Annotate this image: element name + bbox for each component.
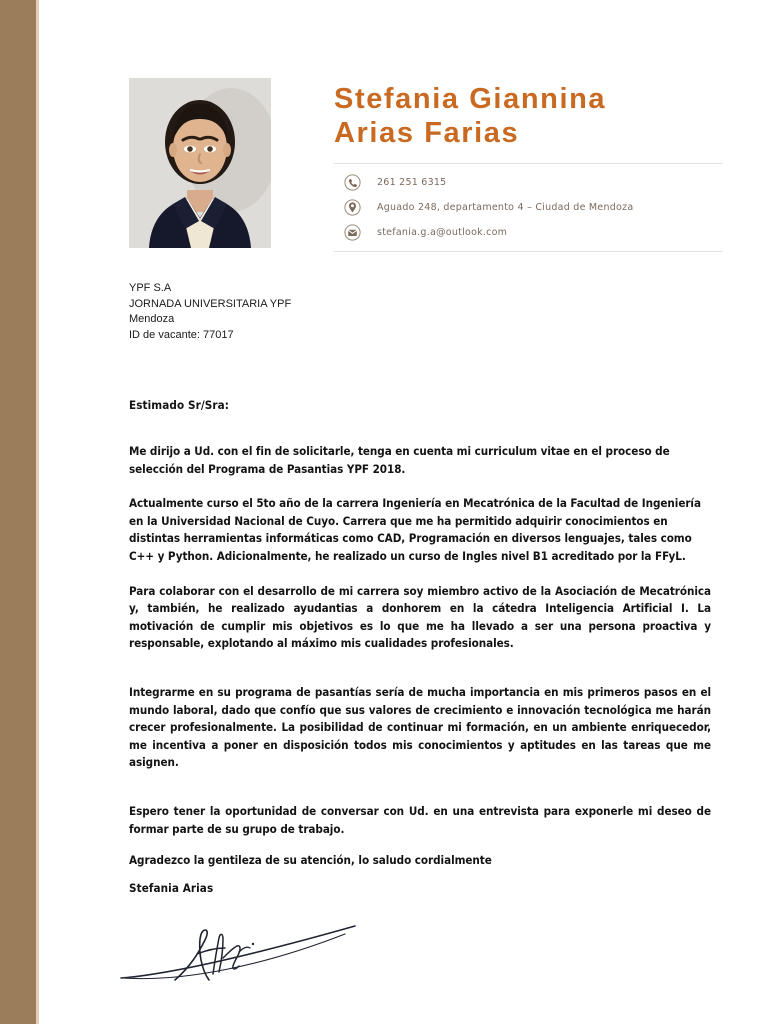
body-paragraph-3: Para colaborar con el desarrollo de mi carrera soy miembro activo de la Asociación de Mecatrónica y, también, he realizado ayudantias a donhorem en la cátedra Inteligencia Artificial I. La motivación de cumplir mis objetivos es lo que me ha llevado a ser una persona proactiva y responsable, explotando al máximo mis cualidades profesionales. bbox=[129, 583, 711, 651]
salutation: Estimado Sr/Sra: bbox=[129, 398, 229, 412]
recipient-block bbox=[129, 281, 529, 343]
left-sidebar-band bbox=[0, 0, 36, 1024]
contact-address-value: Aguado 248, departamento 4 – Ciudad de Mendoza bbox=[377, 202, 634, 213]
body-paragraph-5: Espero tener la oportunidad de conversar con Ud. en una entrevista para exponerle mi deseo de formar parte de su grupo de trabajo. bbox=[129, 803, 711, 836]
contact-email bbox=[334, 220, 723, 245]
recipient-vacancy-id: ID de vacante: 77017 bbox=[129, 328, 234, 341]
header-details bbox=[334, 82, 723, 252]
spacer bbox=[129, 412, 711, 443]
phone-icon bbox=[344, 174, 361, 191]
spacer bbox=[129, 653, 711, 684]
contact-email-value: stefania.g.a@outlook.com bbox=[377, 227, 508, 238]
spacer bbox=[129, 838, 711, 852]
location-pin-icon bbox=[344, 199, 361, 216]
divider-bottom bbox=[334, 251, 723, 252]
letter-body bbox=[129, 398, 711, 895]
signature-name: Stefania Arias bbox=[129, 880, 214, 895]
contact-phone bbox=[334, 170, 723, 195]
spacer bbox=[129, 870, 711, 881]
body-paragraph-2: Actualmente curso el 5to año de la carrera Ingeniería en Mecatrónica de la Facultad de Ingeniería en la Universidad Nacional de Cuyo. Carrera que me ha permitido adquirir conocimientos en distintas herramientas informáticas como CAD, Programación en diversos lenguajes, tales como C++ y Python. Adicionalmente, he realizado un curso de Ingles nivel B1 acreditado por la FFyL. bbox=[129, 496, 701, 563]
page-title bbox=[334, 82, 723, 150]
body-paragraph-1: Me dirijo a Ud. con el fin de solicitarle, tenga en cuenta mi curriculum vitae en el proceso de selección del Programa de Pasantias YPF 2018. bbox=[129, 444, 670, 476]
recipient-company: YPF S.A bbox=[129, 282, 172, 294]
spacer bbox=[129, 566, 711, 583]
body-paragraph-4: Integrarme en su programa de pasantías sería de mucha importancia en mis primeros pasos en el mundo laboral, dado que confío que sus valores de crecimiento e innovación tecnológica me harán crecer profesionalmente. La posibilidad de continuar mi formación, en un ambiente enriquecedor, me incentiva a poner en disposición todos mis conocimientos y aptitudes en las tareas que me asignen. bbox=[129, 684, 711, 770]
body-paragraph-6: Agradezco la gentileza de su atención, lo saludo cordialmente bbox=[129, 853, 492, 868]
spacer bbox=[129, 772, 711, 803]
recipient-program: JORNADA UNIVERSITARIA YPF bbox=[129, 297, 292, 310]
handwritten-signature bbox=[113, 908, 393, 994]
contact-address bbox=[334, 195, 723, 220]
spacer bbox=[129, 478, 711, 495]
letter-header bbox=[41, 78, 768, 250]
letter-page bbox=[41, 0, 768, 1024]
contact-phone-value: 261 251 6315 bbox=[377, 177, 447, 188]
avatar bbox=[129, 78, 271, 248]
name-line-2: Arias Farias bbox=[334, 117, 520, 149]
recipient-city: Mendoza bbox=[129, 313, 175, 326]
name-line-1: Stefania Giannina bbox=[334, 83, 607, 115]
contact-list bbox=[334, 164, 723, 247]
email-icon bbox=[344, 224, 361, 241]
